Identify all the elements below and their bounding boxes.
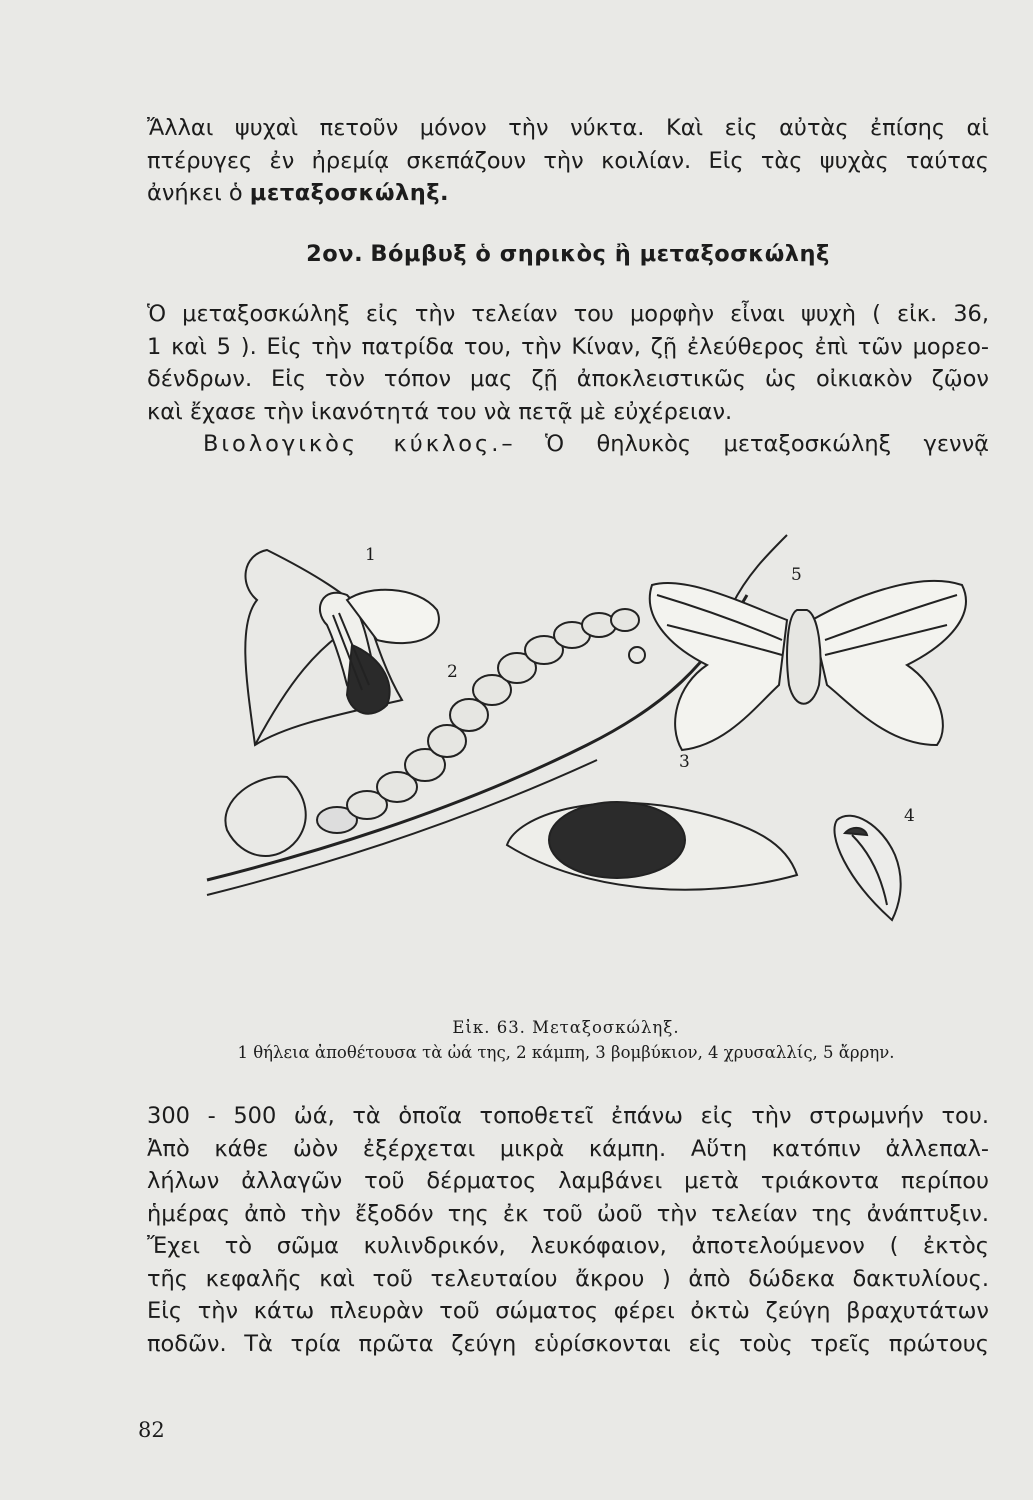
text-line: πτέρυγες ἐν ἠρεμίᾳ σκεπάζουν τὴν κοιλίαν. Εἰς τὰς ψυχὰς ταύτας (147, 147, 989, 174)
chrysalis-icon (834, 816, 900, 920)
text-run: – Ὁ θηλυκὸς μεταξοσκώληξ γεννᾷ (501, 431, 989, 457)
section-number: 2ον. (306, 241, 364, 267)
figure-label: 3 (679, 752, 690, 772)
text-line: Ἄλλαι ψυχαὶ πετοῦν μόνον τὴν νύκτα. Καὶ εἰς αὐτὰς ἐπίσης αἱ (147, 115, 989, 141)
section-title: Βόμβυξ ὁ σηρικὸς ἢ μεταξοσκώληξ (370, 241, 830, 267)
text-line: Ὁ μεταξοσκώληξ εἰς τὴν τελείαν του μορφὴν εἶναι ψυχὴ ( εἰκ. 36, (147, 301, 989, 327)
cocoon-icon (507, 802, 797, 890)
text-line: 1 καὶ 5 ). Εἰς τὴν πατρίδα του, τὴν Κίναν, ζῇ ἐλεύθερος ἐπὶ τῶν μορεο- (147, 333, 989, 360)
paragraph-intro (147, 112, 989, 210)
silkworm-life-cycle-illustration (147, 515, 989, 935)
text-line: 300 - 500 ὠά, τὰ ὁποῖα τοποθετεῖ ἐπάνω εἰς τὴν στρωμνήν του. (147, 1103, 989, 1129)
paragraph-description (147, 298, 989, 461)
text-line: καὶ ἔχασε τὴν ἱκανότητά του νὰ πετᾷ μὲ εὐχέρειαν. (147, 398, 733, 425)
text-line (147, 428, 989, 461)
figure-caption-title: Εἰκ. 63. Μεταξοσκώληξ. (452, 1018, 680, 1037)
small-leaf-icon (225, 777, 305, 856)
paragraph-life-cycle (147, 1100, 989, 1360)
subsection-term: Βιολογικὸς κύκλος. (203, 431, 502, 457)
text-line: δένδρων. Εἰς τὸν τόπον μας ζῇ ἀποκλειστικῶς ὡς οἰκιακὸν ζῷον (147, 366, 989, 392)
figure-caption-legend: 1 θήλεια ἀποθέτουσα τὰ ὠά της, 2 κάμπη, 3 βομβύκιον, 4 χρυσαλλίς, 5 ἄρρην. (237, 1043, 895, 1062)
text-line: τῆς κεφαλῆς καὶ τοῦ τελευταίου ἄκρου ) ἀπὸ δώδεκα δακτυλίους. (147, 1265, 989, 1292)
text-line: ἡμέρας ἀπὸ τὴν ἔξοδόν της ἐκ τοῦ ὠοῦ τὴν τελείαν της ἀνάπτυξιν. (147, 1200, 989, 1227)
emphasis-term: μεταξοσκώληξ. (249, 180, 450, 206)
text-line: ποδῶν. Τὰ τρία πρῶτα ζεύγη εὑρίσκονται εἰς τοὺς τρεῖς πρώτους (147, 1330, 989, 1357)
text-line: Ἔχει τὸ σῶμα κυλινδρικόν, λευκόφαιον, ἀποτελούμενον ( ἐκτὸς (147, 1233, 989, 1259)
text-line: λήλων ἀλλαγῶν τοῦ δέρματος λαμβάνει μετὰ τριάκοντα περίπου (147, 1168, 989, 1194)
figure-label: 5 (791, 565, 802, 585)
text-run: ἀνήκει ὁ (147, 180, 250, 206)
section-heading (147, 238, 989, 270)
page-number: 82 (138, 1418, 165, 1442)
figure-label: 1 (365, 545, 376, 565)
figure-label: 2 (447, 662, 458, 682)
text-line: Εἰς τὴν κάτω πλευρὰν τοῦ σώματος φέρει ὀκτὼ ζεύγη βραχυτάτων (147, 1298, 989, 1324)
text-line (147, 177, 989, 210)
figure-label: 4 (904, 806, 915, 826)
text-line: Ἀπὸ κάθε ὠὸν ἐξέρχεται μικρὰ κάμπη. Αὕτη κατόπιν ἀλλεπαλ- (147, 1135, 989, 1162)
